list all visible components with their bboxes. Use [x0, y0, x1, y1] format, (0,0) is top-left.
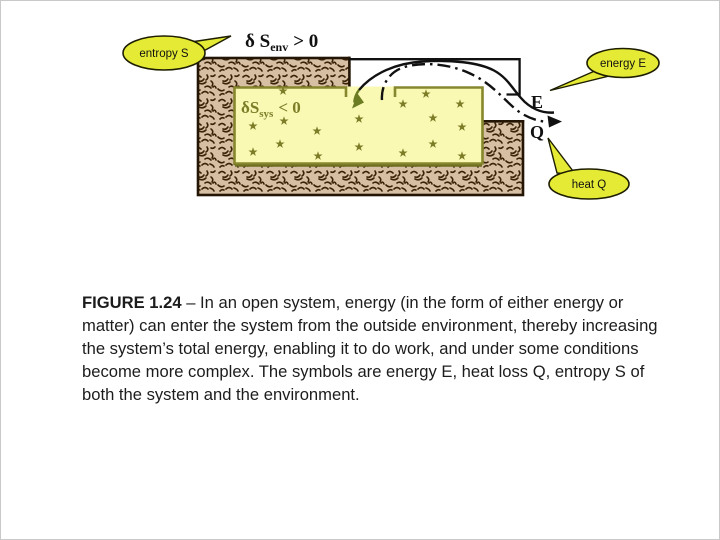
callout-tail — [548, 138, 576, 175]
formula-main: δS — [241, 98, 260, 117]
formula-relation: > 0 — [293, 31, 319, 52]
entropy-callout-label: entropy S — [139, 48, 189, 60]
figure-caption-text: – In an open system, energy (in the form of either energy or matter) can enter the system from the outside environment, thereby increasing the system’s total energy, enabling it to do work, and under some conditions become more complex. The symbols are energy E, heat loss Q, entropy S of both the system and the environment. — [82, 293, 658, 404]
formula-subscript: sys — [259, 108, 274, 120]
arrowhead-out-icon — [548, 116, 563, 128]
environment-entropy-formula — [245, 31, 318, 54]
figure-caption-label: FIGURE 1.24 — [82, 293, 182, 312]
open-system-diagram — [1, 1, 720, 261]
formula-subscript: env — [270, 40, 289, 54]
energy-callout-label: energy E — [599, 58, 647, 70]
formula-main: δ S — [245, 31, 271, 52]
heat-callout — [548, 138, 629, 199]
formula-relation: < 0 — [278, 98, 301, 117]
figure-caption — [82, 291, 660, 406]
heat-symbol: Q — [530, 122, 545, 142]
energy-callout — [550, 49, 659, 91]
energy-symbol: E — [531, 92, 544, 112]
heat-callout-label: heat Q — [571, 179, 607, 191]
